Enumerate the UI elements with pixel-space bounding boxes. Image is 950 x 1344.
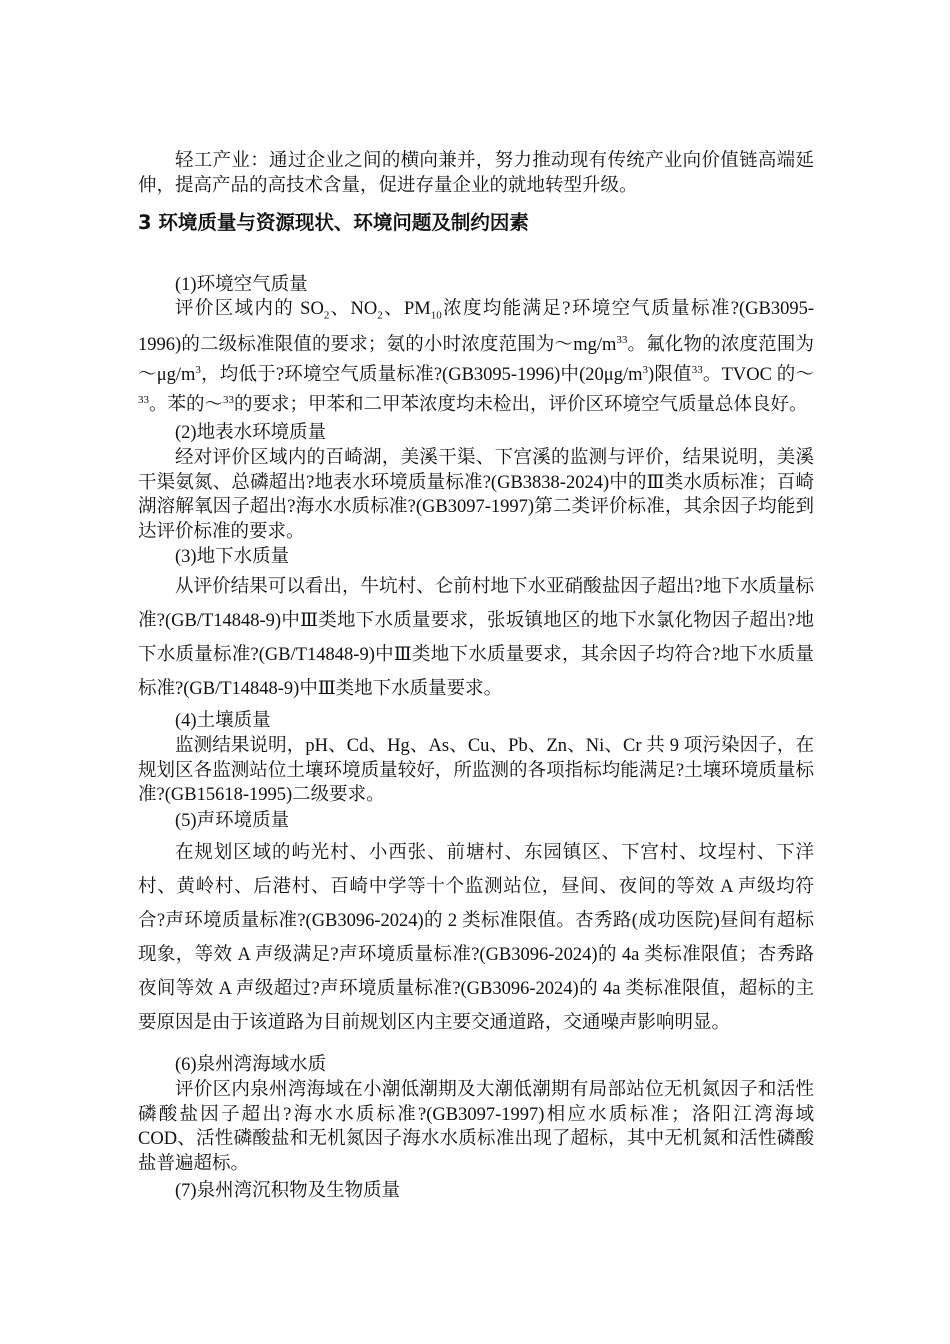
item-2-body: 经对评价区域内的百崎湖，美溪干渠、下宫溪的监测与评价，结果说明，美溪干渠氨氮、总磷超出?地表水环境质量标准?(GB3838-2024)中的Ⅲ类水质标准；百崎湖溶解氧因子超出?海水水质标准?(GB3097-1997)第二类评价标准，其余因子均能到达评价标准的要求。 (138, 448, 814, 542)
section-heading: 3 环境质量与资源现状、环境问题及制约因素 (138, 211, 529, 234)
item-3-body: 从评价结果可以看出，牛坑村、仑前村地下水亚硝酸盐因子超出?地下水质量标准?(GB/T14848-9)中Ⅲ类地下水质量要求，张坂镇地区的地下水氯化物因子超出?地下水质量标准?(GB/T14848-9)中Ⅲ类地下水质量要求，其余因子均符合?地下水质量标准?(GB/T14848-9)中Ⅲ类地下水质量要求。 (138, 577, 814, 699)
item-4-body: 监测结果说明，pH、Cd、Hg、As、Cu、Pb、Zn、Ni、Cr 共 9 项污染因子，在规划区各监测站位土壤环境质量较好，所监测的各项指标均能满足?土壤环境质量标准?(GB15618-1995)二级要求。 (138, 736, 814, 805)
intro-paragraph: 轻工产业：通过企业之间的横向兼并，努力推动现有传统产业向价值链高端延伸，提高产品的高技术含量，促进存量企业的就地转型升级。 (138, 151, 814, 196)
item-5-title: (5)声环境质量 (175, 811, 290, 831)
item-6-title: (6)泉州湾海域水质 (175, 1055, 327, 1075)
item-1-title: (1)环境空气质量 (175, 275, 308, 295)
item-7-title: (7)泉州湾沉积物及生物质量 (175, 1181, 401, 1201)
item-6-body: 评价区内泉州湾海域在小潮低潮期及大潮低潮期有局部站位无机氮因子和活性磷酸盐因子超出?海水水质标准?(GB3097-1997)相应水质标准；洛阳江湾海域 COD、活性磷酸盐和无机氮因子海水水质标准出现了超标，其中无机氮和活性磷酸盐普遍超标。 (138, 1080, 814, 1174)
item-1-body: 评价区域内的 $SO_2$、$NO_2$、$PM_{10}$浓度均能满足?环境空气质量标准?(GB3095-1996)的二级标准限值的要求；氨的小时浓度范围为$\sim mg/m^{33}$。氟化物的浓度范围为$\sim\mu g/m^3$，均低于?环境空气质量标准?(GB3095-1996)中$(20\mu g/m^3)$限值$^{33}$。TVOC 的～$^{33}$。苯的～$^{33}$的要求；甲苯和二甲苯浓度均未检出，评价区环境空气质量总体良好。 (138, 299, 814, 415)
item-2-title: (2)地表水环境质量 (175, 423, 327, 443)
item-4-title: (4)土壤质量 (175, 711, 271, 731)
item-5-body: 在规划区域的屿光村、小西张、前塘村、东园镇区、下宫村、坟埕村、下洋村、黄岭村、后港村、百崎中学等十个监测站位，昼间、夜间的等效 A 声级均符合?声环境质量标准?(GB3096-2024)的 2 类标准限值。杏秀路(成功医院)昼间有超标现象，等效 A 声级满足?声环境质量标准?(GB3096-2024)的 4a 类标准限值；杏秀路夜间等效 A 声级超过?声环境质量标准?(GB3096-2024)的 4a 类标准限值，超标的主要原因是由于该道路为目前规划区内主要交通道路，交通噪声影响明显。 (138, 843, 814, 1033)
item-3-title: (3)地下水质量 (175, 547, 290, 567)
